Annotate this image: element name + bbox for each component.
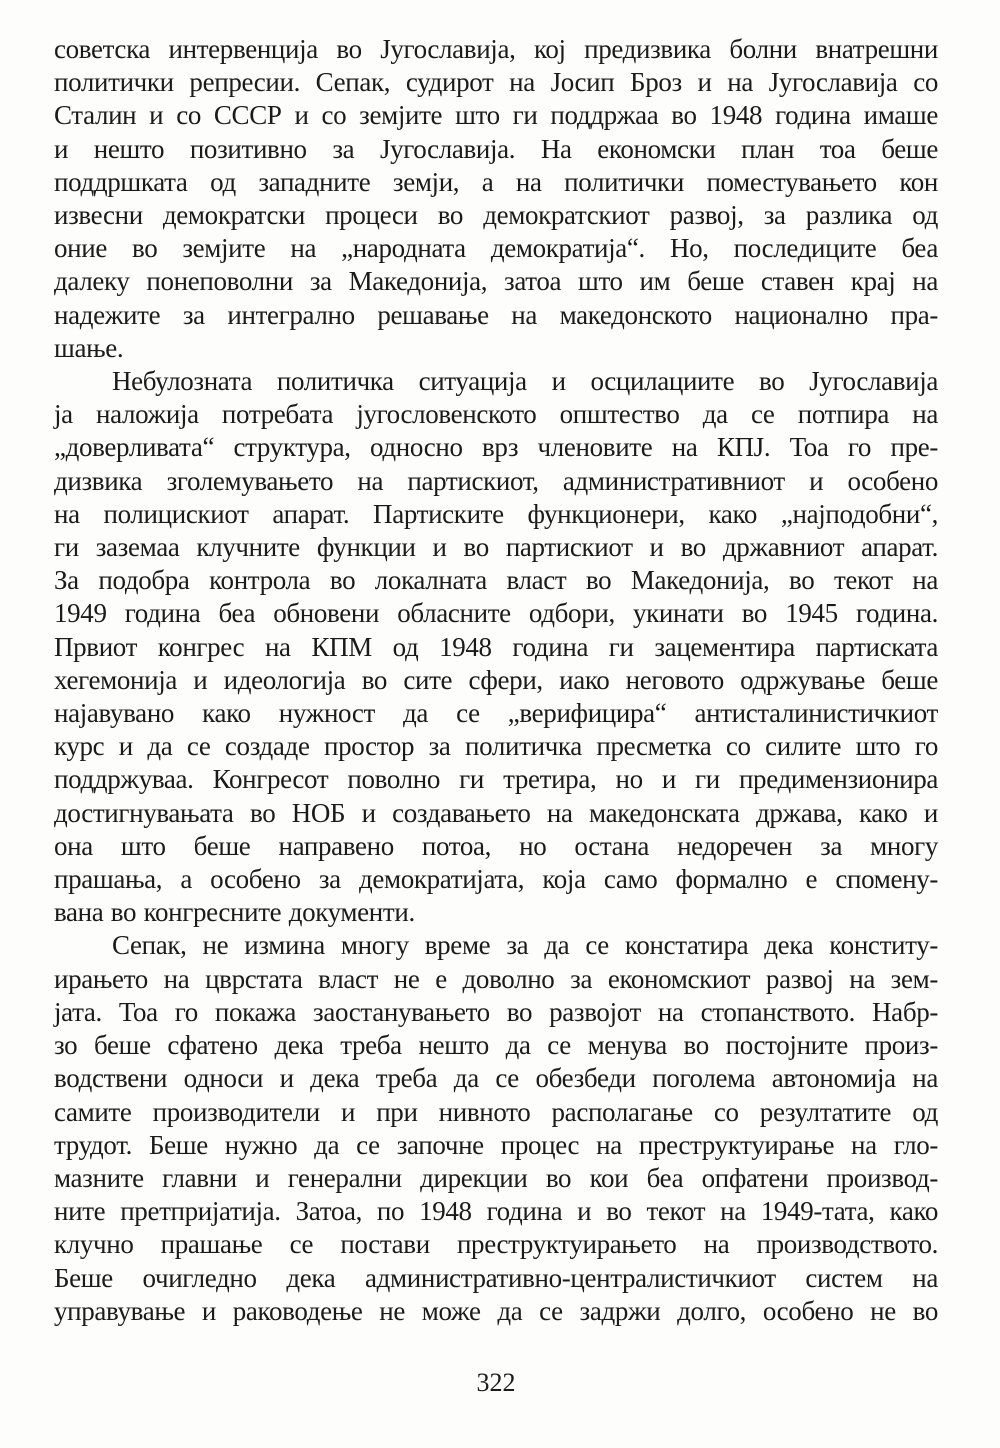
text-line: Сепак, не измина многу време за да се констатира дека конститу- [112, 930, 938, 961]
text-line: ги заземаа клучните функции и во партискиот и во државниот апарат. [54, 532, 938, 563]
text-line: 1949 година беа обновени обласните одбори, укинати во 1945 година. [54, 598, 938, 629]
paragraph [54, 33, 938, 365]
text-line: Првиот конгрес на КПМ од 1948 година ги зацементира партиската [54, 631, 938, 662]
text-block [54, 33, 938, 1328]
text-line: надежите за интегрално решавање на македонското национално пра- [54, 299, 938, 330]
text-line: зо беше сфатено дека треба нешто да се менува во постојните произ- [54, 1030, 938, 1061]
text-line: достигнувањата во НОБ и создавањето на македонската држава, како и [54, 797, 938, 828]
text-line: мазните главни и генерални дирекции во кои беа опфатени производ- [54, 1162, 938, 1193]
text-line: ја наложија потребата југословенското општество да се потпира на [54, 399, 938, 430]
text-line: политички репресии. Сепак, судирот на Јосип Броз и на Југославија со [54, 67, 938, 98]
text-line: курс и да се создаде простор за политичка пресметка со силите што го [54, 731, 938, 762]
text-line: клучно прашање се постави преструктуирањето на производството. [54, 1229, 938, 1260]
text-line: За подобра контрола во локалната власт во Македонија, во текот на [54, 565, 938, 596]
text-line: ните претпријатија. Затоа, по 1948 година и во текот на 1949-тата, како [54, 1196, 938, 1227]
paragraph [54, 929, 938, 1327]
text-line: „доверливата“ структура, односно врз членовите на КПЈ. Тоа го пре- [54, 432, 938, 463]
text-line: прашања, а особено за демократијата, која само формално е спомену- [54, 864, 938, 895]
text-line: хегемонија и идеологија во сите сфери, иако неговото одржување беше [54, 664, 938, 695]
text-line: најавувано како нужност да се „верифицира“ антисталинистичкиот [54, 698, 938, 729]
paragraph [54, 365, 938, 929]
text-line: Сталин и со СССР и со земјите што ги поддржаа во 1948 година имаше [54, 100, 938, 131]
text-line: советска интервенција во Југославија, кој предизвика болни внатрешни [54, 34, 938, 64]
text-line: Беше очигледно дека административно-централистичкиот систем на [54, 1262, 938, 1293]
text-line: она што беше направено потоа, но остана недоречен за многу [54, 830, 938, 861]
text-line: управување и раководење не може да се задржи долго, особено не во [54, 1295, 938, 1326]
text-line: шање. [54, 332, 124, 363]
text-line: вана во конгресните документи. [54, 897, 415, 928]
text-line: дизвика зголемувањето на партискиот, административниот и особено [54, 465, 938, 496]
text-line: поддржуваа. Конгресот поволно ги третира, но и ги предимензионира [54, 764, 938, 795]
text-line: водствени односи и дека треба да се обезбеди поголема автономија на [54, 1063, 938, 1094]
text-line: трудот. Беше нужно да се започне процес на преструктуирање на гло- [54, 1129, 938, 1160]
text-line: на полицискиот апарат. Партиските функционери, како „најподобни“, [54, 498, 938, 529]
page-number: 322 [476, 1368, 516, 1397]
text-line: јата. Тоа го покажа заостанувањето во развојот на стопанството. Набр- [54, 996, 938, 1027]
text-line: самите производители и при нивното располагање со резултатите од [54, 1096, 938, 1127]
text-line: далеку понеповолни за Македонија, затоа што им беше ставен крај на [54, 266, 938, 297]
text-line: Небулозната политичка ситуација и осцилациите во Југославија [112, 366, 938, 397]
text-line: извесни демократски процеси во демократскиот развој, за разлика од [54, 200, 938, 231]
text-line: ирањето на цврстата власт не е доволно за економскиот развој на зем- [54, 963, 938, 994]
text-line: поддршката од западните земји, а на политички поместувањето кон [54, 166, 938, 197]
text-line: и нешто позитивно за Југославија. На економски план тоа беше [54, 133, 938, 164]
text-line: оние во земјите на „народната демократија“. Но, последиците беа [54, 233, 938, 264]
